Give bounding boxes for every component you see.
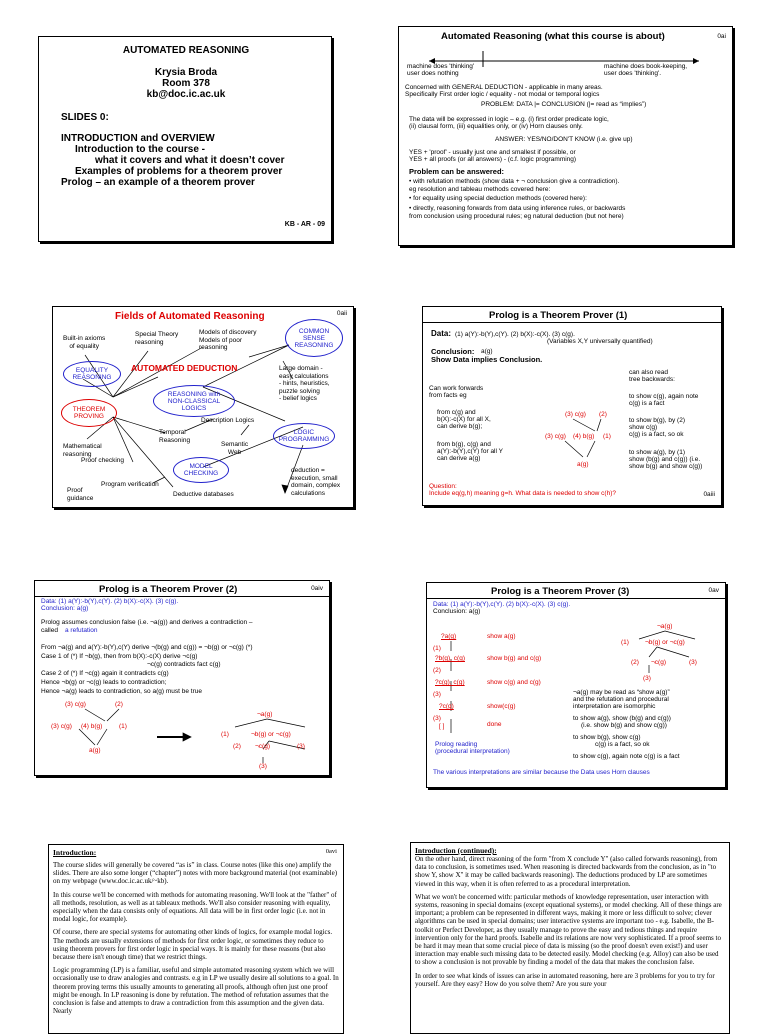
proof-guidance: Proof guidance (67, 487, 94, 502)
data-line-2: (ii) clausal form, (iii) equalities only, or (iv) Horn clauses only. (409, 123, 583, 130)
slide-fields (52, 306, 354, 508)
slide-prolog-1 (422, 306, 722, 506)
s-cgcg: show c(g) and c(g) (487, 679, 541, 686)
r-3: (3) (689, 659, 697, 666)
data-clauses: (1) a(Y):-b(Y),c(Y). (2) b(X):-c(X). (3) c(g). (455, 331, 575, 338)
tree-3cg-left: (3) c(g) (545, 433, 566, 440)
q-ag: ?a(g) (441, 633, 457, 640)
left-1: (1) (119, 723, 127, 730)
bullet-1b: eg resolution and tableau methods covered here: (409, 186, 551, 193)
equality-reasoning-ellipse: EQUALITY REASONING (63, 361, 121, 387)
r-nbg: ¬b(g) or ¬c(g) (645, 639, 685, 646)
non-classical-ellipse: REASONING with NON-CLASSICAL LOGICS (153, 385, 235, 417)
r-nag: ¬a(g) (657, 623, 673, 630)
q-bgcg: ?b(g), c(g) (435, 655, 465, 662)
data-line-1: The data will be expressed in logic – e.g. (i) first order predicate logic, (409, 116, 609, 123)
fwd-step-6: can derive a(g) (437, 455, 481, 462)
notes-body (53, 861, 339, 1020)
room: Room 378 (162, 78, 210, 89)
para-2: called (41, 627, 58, 634)
email: kb@doc.ic.ac.uk (146, 89, 226, 100)
para-6: Case 2 of (*) If ¬c(g) again it contradicts c(g) (41, 670, 169, 677)
right-3b: (3) (259, 763, 267, 770)
lbl-1: (1) (433, 645, 441, 652)
r-1: (1) (621, 639, 629, 646)
user-thinking: user does 'thinking'. (604, 70, 662, 77)
deductive-databases: Deductive databases (173, 491, 234, 498)
notes-para-1: The course slides will generally be covered “as is” in class. Course notes (like this one) amplify the slides. There are also some longer (“chapter”) notes with more background material (not examinable) on my webpage (www.doc.ic.ac.uk/~kb). (53, 861, 338, 886)
bwd-6: to show a(g), by (1) (629, 449, 685, 456)
interp-5: (i.e. show b(g) and show c(g)) (581, 722, 667, 729)
notes-introduction (48, 844, 344, 1034)
description-logics: Description Logics (201, 417, 255, 424)
trees (35, 581, 330, 776)
fwd-step-3: can derive b(g); (437, 423, 483, 430)
bwd-1: to show c(g), again note (629, 393, 699, 400)
left-4bg: (4) b(g) (81, 723, 103, 730)
notes-heading: Introduction: (53, 848, 97, 857)
interp-6: to show b(g), show c(g) (573, 734, 641, 741)
yes-line-2: YES + all proofs (or all answers) - (c.f. logic programming) (409, 156, 577, 163)
interp-3: interpretation are isomorphic (573, 703, 656, 710)
left-3cg-b: (3) c(g) (51, 723, 72, 730)
builtin-axioms: Built-in axioms of equality (63, 335, 106, 350)
page-number: 0aiii (703, 491, 715, 498)
data-line: Data: (1) a(Y):-b(Y),c(Y). (2) b(X):-c(X). (3) c(g). (41, 598, 179, 605)
page-number: 0av (708, 587, 719, 594)
notes-body (415, 855, 725, 993)
slides-label: SLIDES 0: (61, 112, 109, 123)
slide-title: Automated Reasoning (what this course is about) (441, 31, 665, 42)
done-label: done (487, 721, 502, 728)
refutation-term: a refutation (65, 627, 98, 634)
tree-1: (1) (603, 433, 611, 440)
interp-8: to show c(g), again note c(g) is a fact (573, 753, 680, 760)
right-3: (3) (297, 743, 305, 750)
notes-para-3: Of course, there are special systems for automating other kinds of logics, for example modal logics. The methods are usually extensions of methods for first order logic, or sometimes they reduce to using theorem provers for first order logic in special ways. It is mainly for these reasons (but also because there isn't enough time) that we restrict things. (53, 928, 333, 962)
tree-ag: a(g) (577, 461, 589, 468)
page-number: 0aiv (311, 585, 323, 592)
fwd-step-5: a(Y):-b(Y),c(Y) for all Y (437, 448, 503, 455)
left-2: (2) (115, 701, 123, 708)
notes-para-4: Logic programming (LP) is a familiar, useful and simple automated reasoning system which we will occasionally use to draw analogies and contrasts. e.g in LP we usually desire all solutions to a goal. In theorem proving terms this usually amounts to generating all proofs, although often just one proof might be enough. In LP reasoning is done by refutation. The method of refutation assumes that the conclusion is false and attempts to draw a contradiction from this assumption and the given data. Nearly (53, 966, 339, 1016)
course-title: AUTOMATED REASONING (122, 45, 250, 56)
special-theory: Special Theory reasoning (135, 331, 179, 346)
notes-para-3: In order to see what kinds of issues can arise in automated reasoning, here are 3 problems for you to try for yourself. Are they easy? How do you solve them? Are you sure your (415, 971, 715, 988)
conclusion-label: Conclusion: (431, 347, 475, 356)
lbl-3: (3) (433, 691, 441, 698)
bwd-4: show c(g) (629, 424, 658, 431)
bwd-3: to show b(g), by (2) (629, 417, 685, 424)
forwards-2: from facts eg (429, 392, 467, 399)
lbl-4: (3) (433, 715, 441, 722)
slide-title: Prolog is a Theorem Prover (2) (99, 584, 238, 595)
slide-title (38, 36, 332, 242)
intro-heading: INTRODUCTION and OVERVIEW (61, 133, 215, 144)
automated-deduction: AUTOMATED DEDUCTION (131, 363, 238, 373)
right-2: (2) (233, 743, 241, 750)
q-cgcg: ?c(g), c(g) (435, 679, 465, 686)
slide-code: KB - AR - 09 (284, 221, 325, 228)
program-verification: Program verification (101, 481, 159, 488)
slide-title: Prolog is a Theorem Prover (3) (491, 586, 630, 597)
concerned-line-2: Specifically First order logic / equality - not modal or temporal logics (405, 91, 600, 98)
common-sense-ellipse: COMMON SENSE REASONING (285, 319, 343, 357)
slide-about (398, 26, 733, 246)
conclusion-line: Conclusion: a(g) (41, 605, 89, 612)
q-cg: ?c(g) (439, 703, 454, 710)
r-3b: (3) (643, 675, 651, 682)
notes-para-2: In this course we'll be concerned with methods for automating reasoning. We'll look at the "father" of all methods, resolution, as well as at tableaux methods. We'll also consider reasoning with equality, especially when the data consists only of equations. All data will be in first order logic (i.e. not in modal logic, for example). (53, 890, 337, 924)
s-ag: show a(g) (487, 633, 516, 640)
right-ncg: ¬c(g) (255, 743, 270, 750)
show-data: Show Data implies Conclusion. (431, 355, 543, 364)
left-3cg: (3) c(g) (65, 701, 86, 708)
r-2: (2) (631, 659, 639, 666)
right-1: (1) (221, 731, 229, 738)
problem-statement: PROBLEM: DATA |= CONCLUSION (|= read as “implies”) (481, 101, 647, 108)
fwd-step-2: b(X):-c(X) for all X, (437, 416, 491, 423)
footer-note: The various interpretations are similar because the Data uses Horn clauses (433, 769, 650, 776)
para-4: Case 1 of (*) If ¬b(g), then from b(X):-c(X) derive ¬c(g) (41, 653, 198, 660)
intro-line-2: what it covers and what it doesn’t cover (95, 155, 285, 166)
answer-line: ANSWER: YES/NO/DON'T KNOW (i.e. give up) (495, 136, 633, 143)
temporal-reasoning: Temporal Reasoning (159, 429, 191, 444)
para-3: From ¬a(g) and a(Y):-b(Y),c(Y) derive ¬(b(g) and c(g)) = ¬b(g) or ¬c(g) (*) (41, 644, 253, 651)
notes-introduction-continued (410, 842, 730, 1034)
machine-thinking: machine does 'thinking' (407, 63, 475, 70)
procedural-interp: (procedural interpretation) (435, 748, 510, 755)
notes-para-2: What we won't be concerned with: particular methods of knowledge representation, user interaction with systems, reasoning in special domains (except equational systems), or model checking. All of these things are important; a problem can be represented in different ways, making it more or less difficult to solve; clever algorithms can be used in special domains; user interactive systems are important too - e.g. Isabelle, the B-toolkit or Perfect Developer, as they usually manage to prove the easy and tedious things and require intervention only for the hard proofs. Isabelle and its relations are now very sophisticated. If a proof seems to be hard it may mean that some crucial piece of data is missing (so the proof doesn't even exist!) and user interaction may enable such missing data to be detected easily. Model checking (e.g. Alloy) can also be used to show a conclusion is not provable by finding a model of the data that makes the conclusion false. (415, 892, 722, 967)
empty-goal: [ ] (439, 723, 445, 730)
slide-title: Prolog is a Theorem Prover (1) (489, 310, 628, 321)
conclusion-value: a(g) (481, 348, 493, 355)
proof-checking: Proof checking (81, 457, 124, 464)
left-ag: a(g) (89, 747, 101, 754)
page-number: 0avi (325, 848, 337, 855)
interp-2: and the refutation and procedural (573, 696, 669, 703)
mathematical-reasoning: Mathematical reasoning (63, 443, 102, 458)
page-number: 0aii (336, 310, 347, 317)
model-checking-ellipse: MODEL CHECKING (173, 457, 229, 483)
machine-bookkeeping: machine does book-keeping, (604, 63, 688, 70)
yes-line-1: YES + 'proof' - usually just one and smallest if possible, or (409, 149, 576, 156)
slide-prolog-3 (426, 582, 726, 788)
intro-line-3: Examples of problems for a theorem prover (75, 166, 283, 177)
data-line: Data: (1) a(Y):-b(Y),c(Y). (2) b(X):-c(X). (3) c(g). (433, 601, 571, 608)
right-nag: ¬a(g) (257, 711, 273, 718)
tree-2: (2) (599, 411, 607, 418)
question-label: Question: (429, 483, 457, 490)
lbl-2: (2) (433, 667, 441, 674)
interp-1: ¬a(g) may be read as “show a(g)” (573, 689, 670, 696)
large-domain: Large domain - easy calculations - hints, heuristics, puzzle solving - belief logics (279, 365, 330, 402)
para-7: Hence ¬b(g) or ¬c(g) leads to contradiction; (41, 679, 167, 686)
bullet-2: • for equality using special deduction methods (covered here): (409, 195, 587, 202)
variables-note: (Variables X,Y universally quantified) (547, 338, 653, 345)
forwards-1: Can work forwards (429, 385, 484, 392)
tree-3cg-top: (3) c(g) (565, 411, 586, 418)
theorem-proving-ellipse: THEOREM PROVING (61, 399, 117, 427)
backwards-2: tree backwards: (629, 376, 675, 383)
deduction-execution: deduction = execution, small domain, complex calculations (291, 467, 341, 497)
fwd-step-4: from b(g), c(g) and (437, 441, 491, 448)
semantic-web: Semantic Web (221, 441, 249, 456)
question-text: Include eq(g,h) meaning g=h. What data is needed to show c(h)? (429, 490, 616, 497)
data-label: Data: (431, 329, 452, 338)
intro-line-4: Prolog – an example of a theorem prover (61, 177, 255, 188)
page-number: 0ai (717, 33, 726, 40)
proof-tree (423, 307, 722, 506)
slide-title: Fields of Automated Reasoning (115, 311, 265, 322)
logic-programming-ellipse: LOGIC PROGRAMMING (273, 423, 335, 449)
bullet-3: • directly, reasoning forwards from data using inference rules, or backwards (409, 205, 626, 212)
bwd-8: show b(g) and show c(g)) (629, 463, 703, 470)
bullet-3b: from conclusion using procedural rules; eg natural deduction (but not here) (409, 213, 624, 220)
user-nothing: user does nothing (407, 70, 459, 77)
notes-heading: Introduction (continued): (415, 846, 497, 855)
backwards-1: can also read (629, 369, 669, 376)
para-8: Hence ¬a(g) leads to contradiction, so a(g) must be true (41, 688, 202, 695)
tree-4bg: (4) b(g) (573, 433, 595, 440)
para-5: ¬c(g) contradicts fact c(g) (147, 661, 221, 668)
right-nbg: ¬b(g) or ¬c(g) (251, 731, 291, 738)
bullet-1: • with refutation methods (show data + ¬ conclusion give a contradiction). (409, 178, 620, 185)
s-bgcg: show b(g) and c(g) (487, 655, 542, 662)
concerned-line-1: Concerned with GENERAL DEDUCTION - applicable in many areas. (405, 84, 603, 91)
bwd-5: c(g) is a fact, so ok (629, 431, 684, 438)
models-discovery: Models of discovery Models of poor reasoning (199, 329, 257, 351)
slide-prolog-2 (34, 580, 330, 776)
interp-4: to show a(g), show (b(g) and c(g)) (573, 715, 671, 722)
bwd-2: c(g) is a fact (629, 400, 665, 407)
interp-7: c(g) is a fact, so ok (595, 741, 650, 748)
notes-para-1: On the other hand, direct reasoning of the form "from X conclude Y" (also called forwards reasoning), from data to conclusion, is sometimes used. When reasoning is directed backwards from the conclusion, as in "to show Y, show X" it may be called backwards reasoning). The deductions produced by LP are sometimes viewed in this way, when it is often referred to as a procedural interpretation. (415, 855, 718, 888)
bwd-7: show (b(g) and c(g)) (i.e. (629, 456, 701, 463)
conclusion-line: Conclusion: a(g) (433, 608, 481, 615)
prolog-reading: Prolog reading (435, 741, 478, 748)
fwd-step-1: from c(g) and (437, 409, 476, 416)
author-name: Krysia Broda (154, 67, 218, 78)
s-cg: show(c(g) (487, 703, 516, 710)
r-ncg: ¬c(g) (651, 659, 666, 666)
para-1: Prolog assumes conclusion false (i.e. ¬a(g)) and derives a contradiction – (41, 619, 253, 626)
answered-heading: Problem can be answered: (409, 167, 505, 176)
intro-line-1: Introduction to the course - (75, 144, 205, 155)
